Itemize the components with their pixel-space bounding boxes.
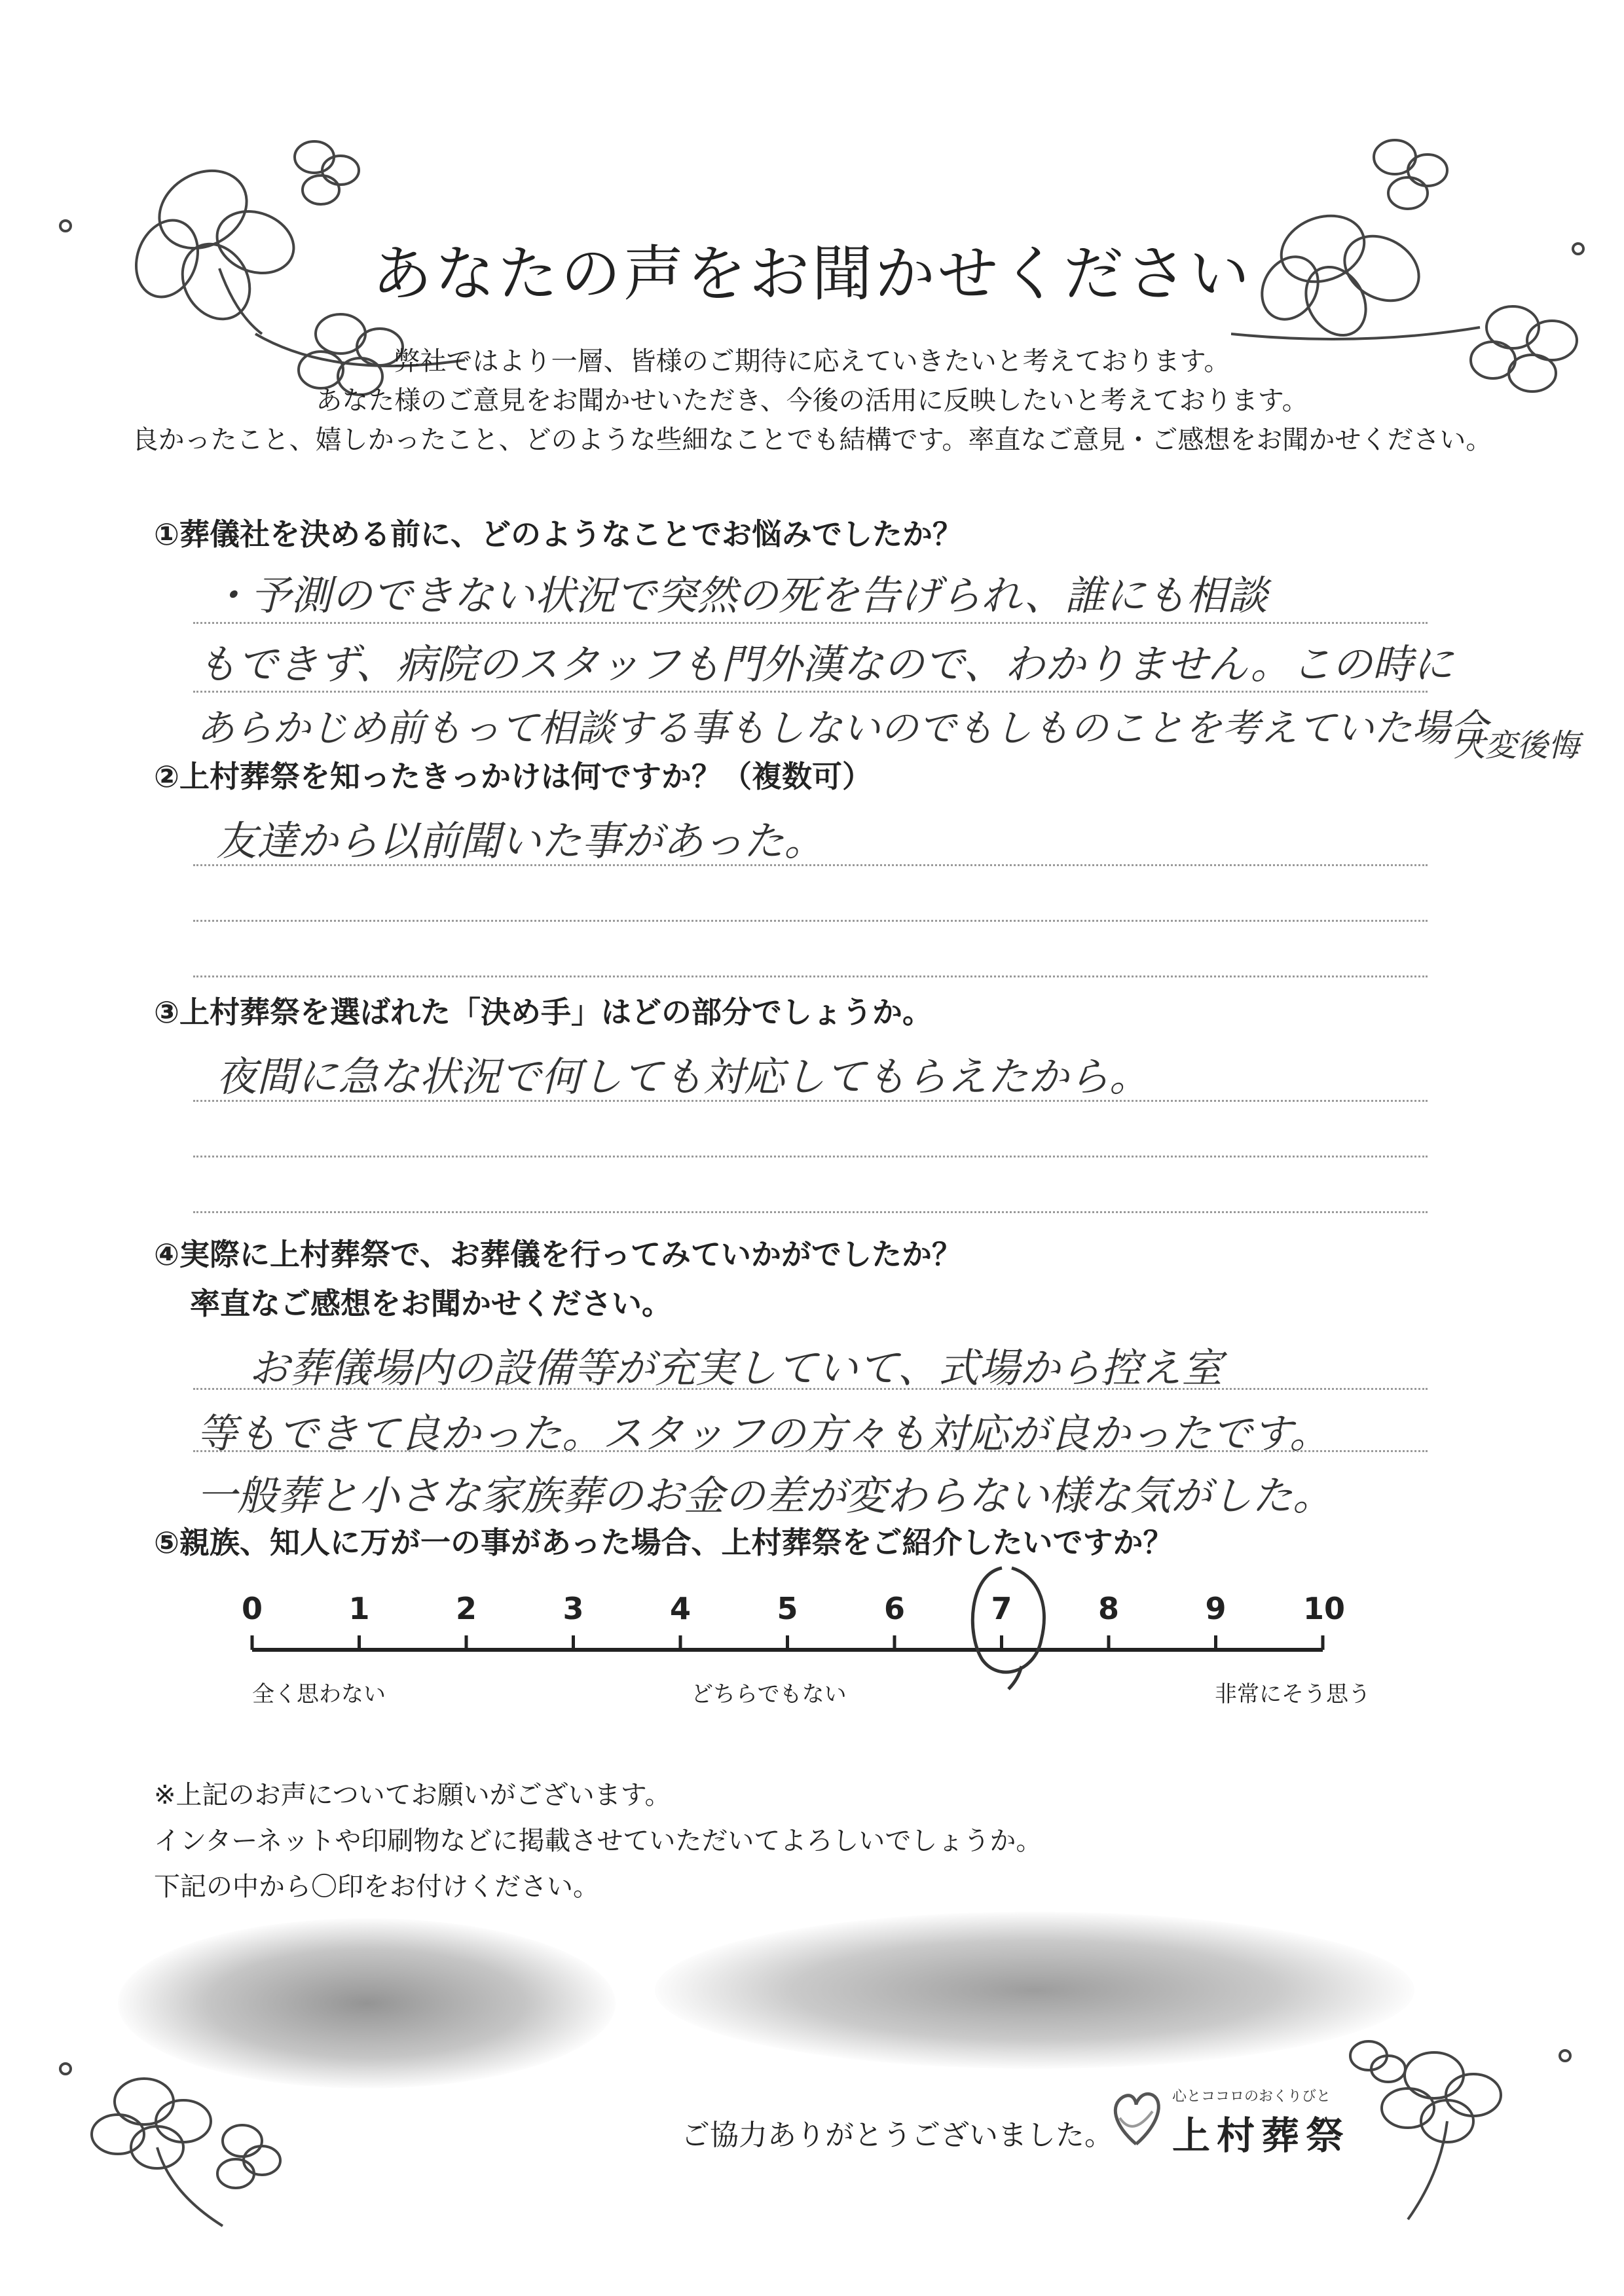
clover-decoration-bottom-right [1342,2030,1604,2246]
question-1-label: ①葬儀社を決める前に、どのようなことでお悩みでしたか？ [154,517,963,552]
intro-line-3: 良かったこと、嬉しかったこと、どのような些細なことでも結構です。率直なご意見・ご感想をお聞かせください。 [132,425,1492,455]
question-4-answer-line-1: お葬儀場内の設備等が充実していて、式場から控え室 [249,1344,1223,1392]
thanks-message: ご協力ありがとうございました。 [681,2119,1113,2152]
scale-number-3: 3 [563,1591,584,1626]
answer-rule [193,691,1428,693]
redacted-area-left [118,1918,616,2088]
question-3-answer-line-1: 夜間に急な状況で何しても対応してもらえたから。 [216,1053,1151,1101]
note-line-3: 下記の中から〇印をお付けください。 [154,1872,599,1902]
scale-number-8: 8 [1098,1591,1119,1626]
question-3-label: ③上村葬祭を選ばれた「決め手」はどの部分でしょうか。 [154,994,932,1030]
answer-rule [193,1388,1428,1390]
scale-label-left: 全く思わない [252,1681,386,1707]
scale-number-0: 0 [241,1591,263,1626]
answer-rule [193,1211,1428,1213]
question-1-answer-line-1: ・予測のできない状況で突然の死を告げられ、誰にも相談 [210,572,1268,619]
question-2-answer-line-1: 友達から以前聞いた事があった。 [216,817,825,865]
redacted-area-right [655,1912,1414,2069]
scale-number-7: 7 [991,1591,1012,1626]
note-line-2: インターネットや印刷物などに掲載させていただいてよろしいでしょうか。 [154,1826,1043,1856]
note-line-1: ※上記のお声についてお願いがございます。 [154,1780,671,1810]
question-1-margin-note: 大変後悔 [1454,727,1580,764]
scale-number-2: 2 [455,1591,477,1626]
heart-logo-icon [1107,2085,1166,2151]
scale-number-10: 10 [1303,1591,1346,1626]
brand-tagline: 心とココロのおくりびと [1172,2088,1331,2105]
answer-rule [193,622,1428,624]
answer-rule [193,920,1428,922]
scale-number-5: 5 [777,1591,798,1626]
brand-name: 上村葬祭 [1172,2113,1351,2158]
rating-scale [236,1630,1349,1669]
scale-number-1: 1 [348,1591,370,1626]
answer-rule [193,975,1428,977]
answer-rule [193,1156,1428,1157]
answer-rule [193,1100,1428,1102]
question-4-label: ④実際に上村葬祭で、お葬儀を行ってみていかがでしたか？ [154,1237,963,1272]
selected-rating-circle [956,1561,1061,1692]
question-4-answer-line-2: 等もできて良かった。スタッフの方々も対応が良かったです。 [196,1410,1331,1457]
intro-line-2: あなた様のご意見をお聞かせいただき、今後の活用に反映したいと考えております。 [316,386,1308,416]
page-title: あなたの声をお聞かせください [371,239,1252,309]
answer-rule [193,864,1428,866]
question-1-answer-line-2: もできず、病院のスタッフも門外漢なので、わかりません。この時に [196,640,1454,688]
scale-label-middle: どちらでもない [691,1681,847,1707]
scale-label-right: 非常にそう思う [1215,1681,1371,1707]
scale-number-6: 6 [883,1591,905,1626]
question-2-label: ②上村葬祭を知ったきっかけは何ですか？（複数可） [154,759,872,794]
scale-number-9: 9 [1205,1591,1227,1626]
clover-decoration-bottom-left [52,2062,314,2259]
question-1-answer-line-3: あらかじめ前もって相談する事もしないのでもしものことを考えていた場合 [196,706,1488,750]
intro-line-1: 弊社ではより一層、皆様のご期待に応えていきたいと考えております。 [394,346,1230,376]
answer-rule [193,1450,1428,1452]
question-4-answer-line-3: 一般葬と小さな家族葬のお金の差が変わらない様な気がした。 [196,1472,1334,1520]
question-5-label: ⑤親族、知人に万が一の事があった場合、上村葬祭をご紹介したいですか？ [154,1525,1173,1560]
scale-number-4: 4 [669,1591,691,1626]
question-4-sub-label: 率直なご感想をお聞かせください。 [190,1286,672,1321]
